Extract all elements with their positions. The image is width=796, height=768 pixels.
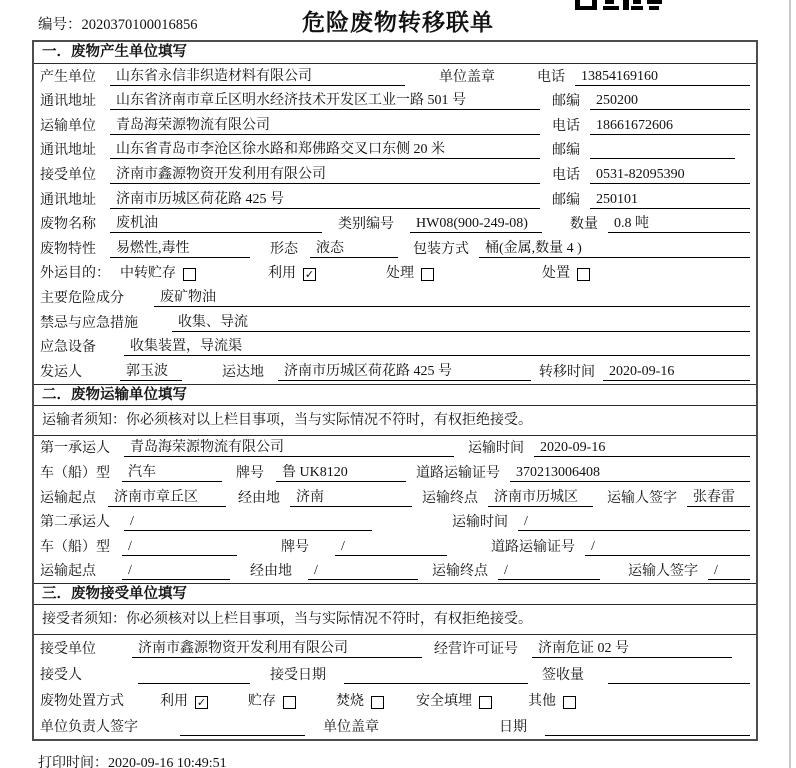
producer-row bbox=[34, 64, 756, 89]
hazard-component-label: 主要危险成分 bbox=[40, 290, 124, 306]
serial-value: 2020370100016856 bbox=[81, 17, 198, 33]
transporter-phone-value: 18661672606 bbox=[590, 118, 750, 135]
route-row-2 bbox=[34, 559, 756, 584]
disposal-method-label: 废物处置方式 bbox=[40, 694, 124, 710]
receiver-zip-label: 邮编 bbox=[552, 192, 580, 208]
second-carrier-row bbox=[34, 510, 756, 535]
checkbox-unchecked-icon bbox=[563, 696, 576, 709]
section2-title: 二．废物运输单位填写 bbox=[34, 384, 756, 406]
option-label: 其他 bbox=[528, 694, 556, 710]
second-carrier-value: / bbox=[124, 514, 372, 531]
receiver-value: 济南市鑫源物资开发利用有限公司 bbox=[110, 163, 540, 184]
route-start-label: 运输起点 bbox=[40, 564, 96, 580]
waste-props-label: 废物特性 bbox=[40, 241, 96, 257]
form-state-value: 液态 bbox=[310, 237, 398, 258]
route-end-value: / bbox=[498, 563, 600, 580]
waste-props-row bbox=[34, 236, 756, 261]
carrier-sign-label: 运输人签字 bbox=[628, 564, 698, 580]
route-start-label: 运输起点 bbox=[40, 490, 96, 506]
option-label: 处置 bbox=[542, 266, 570, 282]
form-header bbox=[0, 0, 796, 40]
waste-props-value: 易燃性,毒性 bbox=[110, 237, 250, 258]
accept-date-value bbox=[344, 667, 528, 684]
destination-label: 运达地 bbox=[222, 364, 264, 380]
waste-name-row bbox=[34, 212, 756, 237]
transporter-address-value: 山东省青岛市李沧区徐水路和郑佛路交叉口东侧 20 米 bbox=[110, 138, 540, 159]
receiver-address-value: 济南市历城区荷花路 425 号 bbox=[110, 188, 540, 209]
producer-label: 产生单位 bbox=[40, 69, 96, 85]
route-via-label: 经由地 bbox=[250, 564, 292, 580]
vehicle-type-label: 车（船）型 bbox=[40, 539, 110, 555]
dispatch-row bbox=[34, 359, 756, 384]
option-label: 贮存 bbox=[248, 694, 276, 710]
transporter-zip-label: 邮编 bbox=[552, 143, 580, 159]
route-start-value: 济南市章丘区 bbox=[108, 486, 226, 507]
checkbox-unchecked-icon bbox=[283, 696, 296, 709]
option-label: 利用 bbox=[268, 266, 296, 282]
first-carrier-value: 青岛海荣源物流有限公司 bbox=[124, 436, 454, 457]
transporter-row bbox=[34, 113, 756, 138]
producer-phone-label: 电话 bbox=[537, 69, 565, 85]
carrier-sign-label: 运输人签字 bbox=[607, 490, 677, 506]
packaging-value: 桶(金属,数量 4 ) bbox=[479, 237, 750, 258]
emergency-equipment-label: 应急设备 bbox=[40, 340, 96, 356]
producer-address-label: 通讯地址 bbox=[40, 94, 96, 110]
purpose-option-reuse bbox=[268, 262, 316, 282]
hazard-component-value: 废矿物油 bbox=[154, 286, 750, 307]
receiver-label: 接受单位 bbox=[40, 167, 96, 183]
accept-person-row bbox=[34, 661, 756, 687]
checkbox-unchecked-icon bbox=[479, 696, 492, 709]
transporter-address-row bbox=[34, 138, 756, 163]
route-end-label: 运输终点 bbox=[432, 564, 488, 580]
page-edge-line bbox=[789, 0, 791, 768]
received-amount-value bbox=[608, 667, 750, 684]
taboo-measures-label: 禁忌与应急措施 bbox=[40, 315, 138, 331]
purpose-option-dispose bbox=[542, 262, 590, 282]
dispatcher-value: 郭玉波 bbox=[120, 360, 182, 381]
disposal-option-landfill bbox=[416, 690, 492, 710]
date-label: 日期 bbox=[499, 720, 527, 736]
receiver-address-row bbox=[34, 187, 756, 212]
plate-value: 鲁 UK8120 bbox=[276, 461, 406, 482]
transporter-phone-label: 电话 bbox=[552, 118, 580, 134]
transporter-notice: 运输者须知：你必须核对以上栏目事项，当与实际情况不符时，有权拒绝接受。 bbox=[34, 406, 756, 436]
receiver-address-label: 通讯地址 bbox=[40, 192, 96, 208]
producer-value: 山东省永信非织造材料有限公司 bbox=[110, 65, 405, 86]
producer-zip-value: 250200 bbox=[590, 93, 750, 110]
category-code-label: 类别编号 bbox=[338, 217, 394, 233]
producer-phone-value: 13854169160 bbox=[575, 69, 750, 86]
responsible-sign-value bbox=[180, 719, 305, 736]
license-value: 济南危证 02 号 bbox=[532, 637, 732, 658]
receiver-phone-value: 0531-82095390 bbox=[590, 167, 750, 184]
checkbox-unchecked-icon bbox=[577, 268, 590, 281]
producer-address-value: 山东省济南市章丘区明水经济技术开发区工业一路 501 号 bbox=[110, 89, 540, 110]
qr-code-fragment-icon bbox=[575, 0, 662, 10]
option-label: 中转贮存 bbox=[120, 266, 176, 282]
received-amount-label: 签收量 bbox=[542, 668, 584, 684]
disposal-option-incinerate bbox=[336, 690, 384, 710]
waste-name-label: 废物名称 bbox=[40, 217, 96, 233]
first-carrier-label: 第一承运人 bbox=[40, 441, 110, 457]
purpose-option-transfer-storage bbox=[120, 262, 196, 282]
taboo-measures-row bbox=[34, 310, 756, 335]
waste-name-value: 废机油 bbox=[110, 212, 322, 233]
route-via-value: / bbox=[308, 563, 418, 580]
quantity-value: 0.8 吨 bbox=[608, 212, 750, 233]
accept-unit-row bbox=[34, 635, 756, 661]
receiver-phone-label: 电话 bbox=[552, 167, 580, 183]
transfer-purpose-label: 外运目的： bbox=[40, 266, 110, 282]
road-permit-label: 道路运输证号 bbox=[416, 465, 500, 481]
transporter-zip-value bbox=[590, 142, 735, 159]
road-permit-value: / bbox=[585, 539, 750, 556]
route-start-value: / bbox=[122, 563, 230, 580]
option-label: 处理 bbox=[386, 266, 414, 282]
receiver-row bbox=[34, 162, 756, 187]
emergency-equipment-value: 收集装置，导流渠 bbox=[124, 335, 750, 356]
route-end-label: 运输终点 bbox=[422, 490, 478, 506]
form-table bbox=[32, 40, 758, 741]
print-time-value: 2020-09-16 10:49:51 bbox=[108, 756, 227, 768]
print-time-label: 打印时间： bbox=[38, 756, 108, 768]
form-title: 危险废物转移联单 bbox=[302, 10, 494, 35]
section1-title: 一．废物产生单位填写 bbox=[34, 42, 756, 64]
option-label: 安全填埋 bbox=[416, 694, 472, 710]
transporter-value: 青岛海荣源物流有限公司 bbox=[110, 114, 540, 135]
disposal-option-storage bbox=[248, 690, 296, 710]
hazard-component-row bbox=[34, 285, 756, 310]
transfer-time-value: 2020-09-16 bbox=[603, 364, 750, 381]
plate-label: 牌号 bbox=[281, 539, 309, 555]
producer-address-row bbox=[34, 89, 756, 114]
unit-seal-label: 单位盖章 bbox=[439, 69, 495, 85]
transport-time-label: 运输时间 bbox=[468, 441, 524, 457]
transport-time-value: 2020-09-16 bbox=[534, 440, 750, 457]
unit-seal-label: 单位盖章 bbox=[323, 720, 379, 736]
serial-label: 编号： bbox=[38, 17, 82, 33]
responsible-sign-row bbox=[34, 713, 756, 739]
route-end-value: 济南市历城区 bbox=[488, 486, 593, 507]
disposal-option-other bbox=[528, 690, 576, 710]
form-state-label: 形态 bbox=[270, 241, 298, 257]
vehicle-type-value: 汽车 bbox=[122, 461, 222, 482]
plate-value: / bbox=[335, 539, 447, 556]
accept-unit-label: 接受单位 bbox=[40, 642, 96, 658]
option-label: 焚烧 bbox=[336, 694, 364, 710]
section3-title: 三．废物接受单位填写 bbox=[34, 583, 756, 605]
packaging-label: 包装方式 bbox=[413, 241, 469, 257]
receiver-notice: 接受者须知：你必须核对以上栏目事项，当与实际情况不符时，有权拒绝接受。 bbox=[34, 605, 756, 635]
vehicle-type-value: / bbox=[122, 539, 237, 556]
responsible-sign-label: 单位负责人签字 bbox=[40, 720, 138, 736]
accept-unit-value: 济南市鑫源物资开发利用有限公司 bbox=[132, 637, 422, 658]
transfer-purpose-row bbox=[34, 261, 756, 286]
transfer-time-label: 转移时间 bbox=[539, 364, 595, 380]
print-time bbox=[38, 752, 227, 768]
route-via-value: 济南 bbox=[290, 486, 412, 507]
transport-time-label: 运输时间 bbox=[452, 515, 508, 531]
checkbox-unchecked-icon bbox=[421, 268, 434, 281]
transport-time-value: / bbox=[518, 514, 750, 531]
vehicle-type-row-2 bbox=[34, 534, 756, 559]
purpose-option-treat bbox=[386, 262, 434, 282]
second-carrier-label: 第二承运人 bbox=[40, 515, 110, 531]
route-row-1 bbox=[34, 485, 756, 510]
transporter-address-label: 通讯地址 bbox=[40, 143, 96, 159]
category-code-value: HW08(900-249-08) bbox=[410, 216, 542, 233]
disposal-method-row bbox=[34, 687, 756, 713]
producer-zip-label: 邮编 bbox=[552, 94, 580, 110]
taboo-measures-value: 收集、导流 bbox=[172, 311, 750, 332]
checkbox-checked-icon: ✓ bbox=[304, 268, 315, 282]
quantity-label: 数量 bbox=[570, 217, 598, 233]
checkbox-unchecked-icon bbox=[183, 268, 196, 281]
dispatcher-label: 发运人 bbox=[40, 364, 82, 380]
route-via-label: 经由地 bbox=[238, 490, 280, 506]
checkbox-unchecked-icon bbox=[371, 696, 384, 709]
license-label: 经营许可证号 bbox=[434, 642, 518, 658]
receiver-zip-value: 250101 bbox=[590, 192, 750, 209]
carrier-sign-value: / bbox=[708, 563, 750, 580]
road-permit-value: 370213006408 bbox=[510, 465, 750, 482]
option-label: 利用 bbox=[160, 694, 188, 710]
carrier-sign-value: 张春雷 bbox=[687, 486, 750, 507]
destination-value: 济南市历城区荷花路 425 号 bbox=[278, 360, 531, 381]
emergency-equipment-row bbox=[34, 335, 756, 360]
plate-label: 牌号 bbox=[236, 465, 264, 481]
date-value bbox=[545, 719, 750, 736]
first-carrier-row bbox=[34, 436, 756, 461]
checkbox-checked-icon: ✓ bbox=[196, 696, 207, 710]
accept-person-value bbox=[138, 667, 250, 684]
road-permit-label: 道路运输证号 bbox=[491, 539, 575, 555]
vehicle-type-row-1 bbox=[34, 460, 756, 485]
accept-person-label: 接受人 bbox=[40, 668, 82, 684]
disposal-option-reuse bbox=[160, 690, 208, 710]
transporter-label: 运输单位 bbox=[40, 118, 96, 134]
vehicle-type-label: 车（船）型 bbox=[40, 465, 110, 481]
accept-date-label: 接受日期 bbox=[270, 668, 326, 684]
